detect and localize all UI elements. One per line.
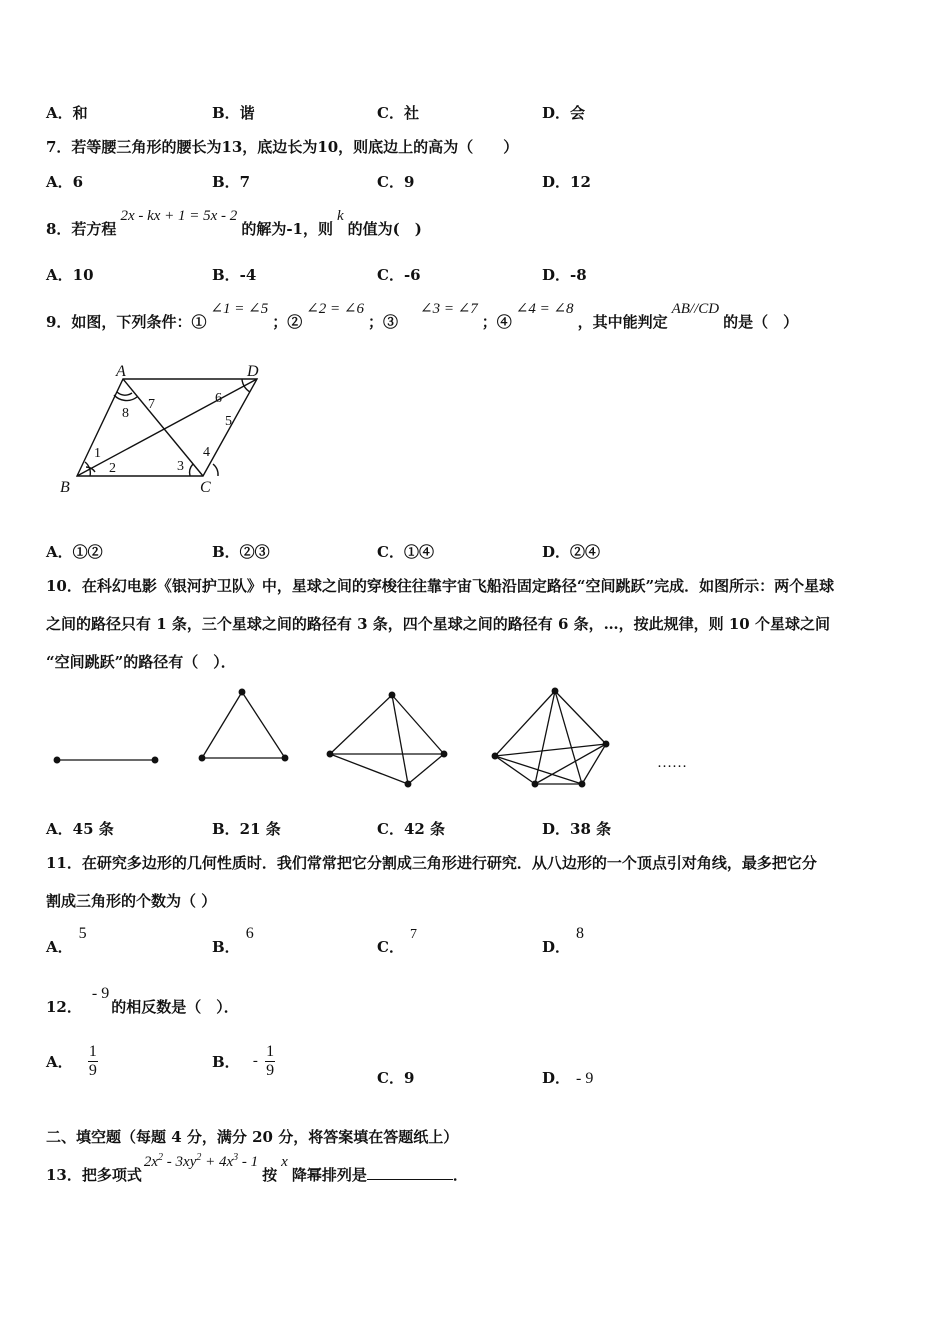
q9-option-c: C．①④ [377,543,434,561]
q12-option-c: C．9 [377,1069,415,1087]
angle-label-5: 5 [225,414,232,429]
q10-line-3: “空间跳跃”的路径有（ ）． [46,653,236,671]
poly-exp-1: 2 [158,1152,164,1163]
q11-option-d [542,925,585,957]
five-stars-figure [492,688,609,787]
q9-prefix: 9．如图，下列条件：① [46,313,207,331]
angle-arc-b [85,462,90,476]
fraction-denominator: 9 [88,1062,97,1079]
q13-middle: 按 [262,1166,278,1184]
q13-var: x [281,1154,288,1170]
q10-option-c: C．42 条 [377,820,446,838]
angle-label-3: 3 [177,459,184,474]
q8-suffix: 的值为( ) [347,220,422,238]
q12-option-a [46,1043,98,1080]
two-stars-figure [54,757,158,763]
q11-option-a [46,925,87,957]
q9-sep-1: ；② [272,313,303,331]
q8-option-c: C．-6 [377,266,421,284]
q10-line-1: 10．在科幻电影《银河护卫队》中，星球之间的穿梭往往靠宇宙飞船沿固定路径“空间跳跃”完成．如图所示：两个星球 [46,577,835,595]
q12-number: - 9 [91,985,110,1002]
q12-option-d-label: D． [542,1069,571,1087]
q6-option-a: A．和 [46,104,88,122]
label-b: B [60,479,70,496]
q11-option-c-label: C． [377,938,404,956]
q12-suffix: 的相反数是（ ）． [111,998,239,1016]
q13-stem [46,1152,468,1185]
q11-option-d-value: 8 [576,925,585,942]
q13-polynomial [144,1154,258,1170]
q9-suffix: 的是（ ） [723,313,799,331]
poly-term-1: 2x [143,1154,159,1170]
q8-stem [46,208,422,239]
angle-label-6: 6 [215,391,222,406]
angle-label-7: 7 [148,397,155,412]
q10-option-a: A．45 条 [46,820,114,838]
q9-cond-3: ∠3 = ∠7 [420,301,478,317]
q11-option-b-value: 6 [245,925,254,942]
q12-option-d-value: - 9 [576,1070,594,1087]
q9-cond-2: ∠2 = ∠6 [306,301,364,317]
q8-equation: 2x - kx + 1 = 5x - 2 [120,208,238,224]
q7-option-d: D．12 [542,173,591,191]
q11-option-d-label: D． [542,938,571,956]
q12-option-a-label: A． [46,1053,73,1071]
q12-option-b-sign: - [252,1053,258,1069]
q11-option-b [212,925,254,957]
q12-option-d [542,1067,593,1088]
q10-ellipsis: …… [657,755,687,771]
q9-cond-4: ∠4 = ∠8 [515,301,574,317]
fraction-denominator: 9 [266,1062,275,1079]
q12-option-b-fraction [265,1043,275,1080]
q13-end: ． [452,1166,468,1184]
q8-prefix: 8．若方程 [46,220,117,238]
angle-label-8: 8 [122,406,129,421]
q11-option-a-value: 5 [78,925,87,942]
poly-term-4: - 1 [238,1154,259,1170]
diagonal-ac [123,379,203,476]
q6-option-b: B．谐 [212,104,255,122]
fraction-numerator: 1 [266,1043,275,1060]
q12-option-b [212,1043,275,1080]
q9-stem [46,301,799,332]
q9-option-b: B．②③ [212,543,270,561]
four-stars-figure [327,692,447,787]
q10-star-path-figures [40,680,700,800]
poly-term-2: - 3xy [163,1154,197,1170]
q13-answer-blank[interactable] [367,1165,453,1180]
poly-term-3: + 4x [201,1154,234,1170]
q7-stem: 7．若等腰三角形的腰长为13，底边长为10，则底边上的高为（ ） [46,138,519,156]
q9-sep-3: ；④ [481,313,512,331]
q11-option-b-label: B． [212,938,240,956]
q8-var: k [336,208,344,224]
q11-line-2: 割成三角形的个数为（ ） [46,892,217,910]
q7-option-b: B．7 [212,173,251,191]
q11-option-a-label: A． [46,938,73,956]
q10-option-b: B．21 条 [212,820,281,838]
label-c: C [200,479,211,496]
q8-middle: 的解为-1，则 [241,220,333,238]
q9-option-d: D．②④ [542,543,601,561]
q8-option-d: D．-8 [542,266,587,284]
q12-option-b-label: B． [212,1053,240,1071]
q9-middle: ，其中能判定 [577,313,668,331]
q10-line-2: 之间的路径只有 1 条，三个星球之间的路径有 3 条，四个星球之间的路径有 6 条，…，按此规律，则 10 个星球之间 [46,615,830,633]
q9-relation: AB//CD [671,301,720,317]
angle-label-1: 1 [94,446,101,461]
q9-sep-2: ；③ [368,313,399,331]
q6-option-c: C．社 [377,104,419,122]
q9-cond-1: ∠1 = ∠5 [210,301,269,317]
q10-option-d: D．38 条 [542,820,612,838]
poly-exp-3: 3 [233,1152,239,1163]
q12-stem [46,985,239,1017]
angle-arc-c [190,464,193,476]
poly-exp-2: 2 [196,1152,202,1163]
label-a: A [116,363,126,380]
q13-prefix: 13．把多项式 [46,1166,142,1184]
q11-line-1: 11．在研究多边形的几何性质时．我们常常把它分割成三角形进行研究．从八边形的一个顶点引对角线，最多把它分 [46,854,817,872]
label-d: D [247,363,259,380]
q8-option-a: A．10 [46,266,94,284]
q6-option-d: D．会 [542,104,586,122]
q9-option-a: A．①② [46,543,103,561]
q11-option-c [377,927,417,957]
q8-option-b: B．-4 [212,266,257,284]
angle-label-4: 4 [203,445,210,460]
q12-prefix: 12． [46,998,82,1016]
q9-parallelogram-figure [50,362,280,502]
q11-option-c-value: 7 [409,927,417,942]
q12-option-a-fraction [88,1043,98,1080]
fraction-numerator: 1 [88,1043,97,1060]
angle-label-2: 2 [109,461,116,476]
q7-option-c: C．9 [377,173,415,191]
q7-option-a: A．6 [46,173,84,191]
q13-suffix: 降幂排列是 [291,1166,367,1184]
section-2-title: 二、填空题（每题 4 分，满分 20 分，将答案填在答题纸上） [46,1128,459,1146]
three-stars-figure [199,689,288,761]
